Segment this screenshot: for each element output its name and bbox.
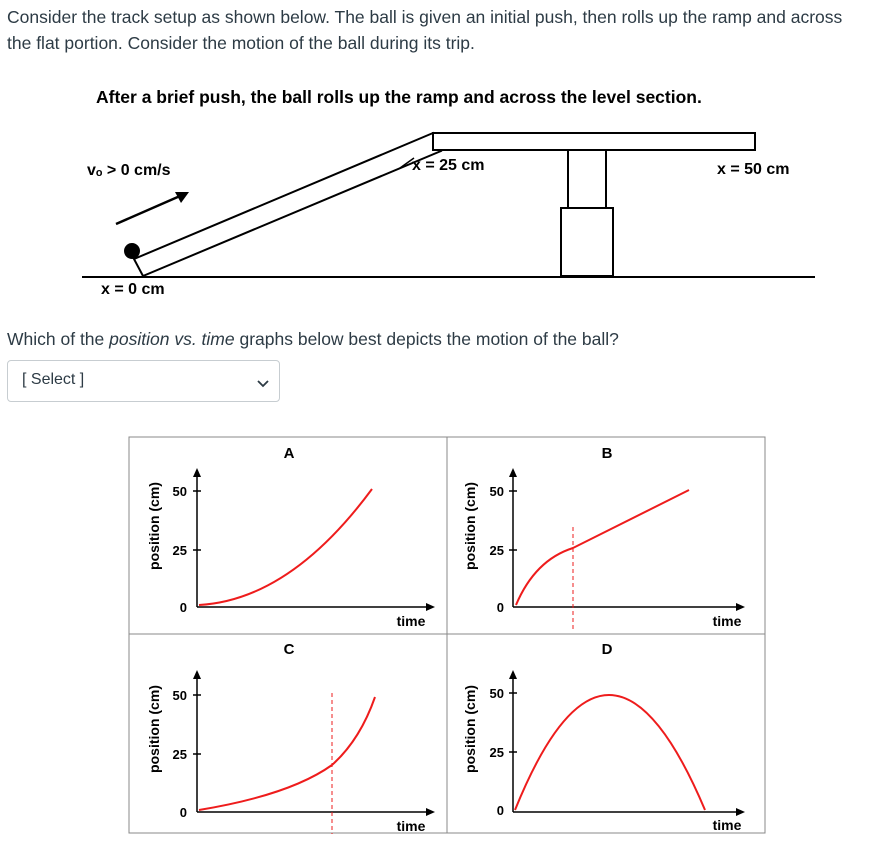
graph-b [462,445,745,630]
graph-c-ylabel: position (cm) [146,685,162,773]
answer-select-value: [ Select ] [22,371,85,388]
graph-d [462,641,745,833]
x25-label: x = 25 cm [412,157,485,174]
graph-c [146,641,435,834]
graph-d-tick-label-0: 0 [496,803,504,818]
graph-c-tick-label-50: 50 [172,688,187,703]
v0-label: vₒ > 0 cm/s [87,162,171,179]
graph-d-tick-label-25: 25 [489,745,504,760]
intro-text: Consider the track setup as shown below. The ball is given an initial push, then rolls up the ramp and across the flat portion. Consider the motion of the ball during its trip. [7,7,843,53]
graph-b-label: B [601,445,613,462]
graph-b-x-arrowhead [736,603,745,611]
graph-b-y-arrowhead [509,468,517,477]
question-emphasis: position vs. time [109,329,235,349]
graph-a-label: A [283,445,295,462]
x0-label: x = 0 cm [101,281,165,298]
graph-d-xlabel: time [712,817,742,833]
graph-c-xlabel: time [396,818,426,834]
graph-c-label: C [283,641,295,658]
graph-b-tick-label-25: 25 [489,543,504,558]
question-after: graphs below best depicts the motion of the ball? [234,329,619,349]
graph-d-label: D [601,641,613,658]
question-before: Which of the [7,329,110,349]
graph-d-curve [515,695,705,810]
graph-c-y-arrowhead [193,670,201,679]
graph-a-xlabel: time [396,613,426,629]
graph-a-x-arrowhead [426,603,435,611]
graph-b-tick-label-50: 50 [489,484,504,499]
x50-label: x = 50 cm [717,161,790,178]
graph-d-x-arrowhead [736,808,745,816]
graph-a-y-arrowhead [193,468,201,477]
graph-a-tick-label-0: 0 [179,600,187,615]
graph-a-tick-label-50: 50 [172,484,187,499]
graph-d-y-arrowhead [509,670,517,679]
graph-d-tick-label-50: 50 [489,686,504,701]
graph-a-ylabel: position (cm) [146,482,162,570]
graph-d-ylabel: position (cm) [462,685,478,773]
graph-c-tick-label-0: 0 [179,805,187,820]
graph-b-tick-label-0: 0 [496,600,504,615]
graph-a-tick-label-25: 25 [172,543,187,558]
graph-b-ylabel: position (cm) [462,482,478,570]
graph-c-curve [199,697,375,810]
graph-a-curve [199,489,372,605]
setup-title: After a brief push, the ball rolls up the ramp and across the level section. [96,87,702,107]
graph-a [146,445,435,629]
graph-b-curve [516,490,689,605]
graph-b-xlabel: time [712,613,742,629]
graph-c-tick-label-25: 25 [172,747,187,762]
graph-c-x-arrowhead [426,808,435,816]
